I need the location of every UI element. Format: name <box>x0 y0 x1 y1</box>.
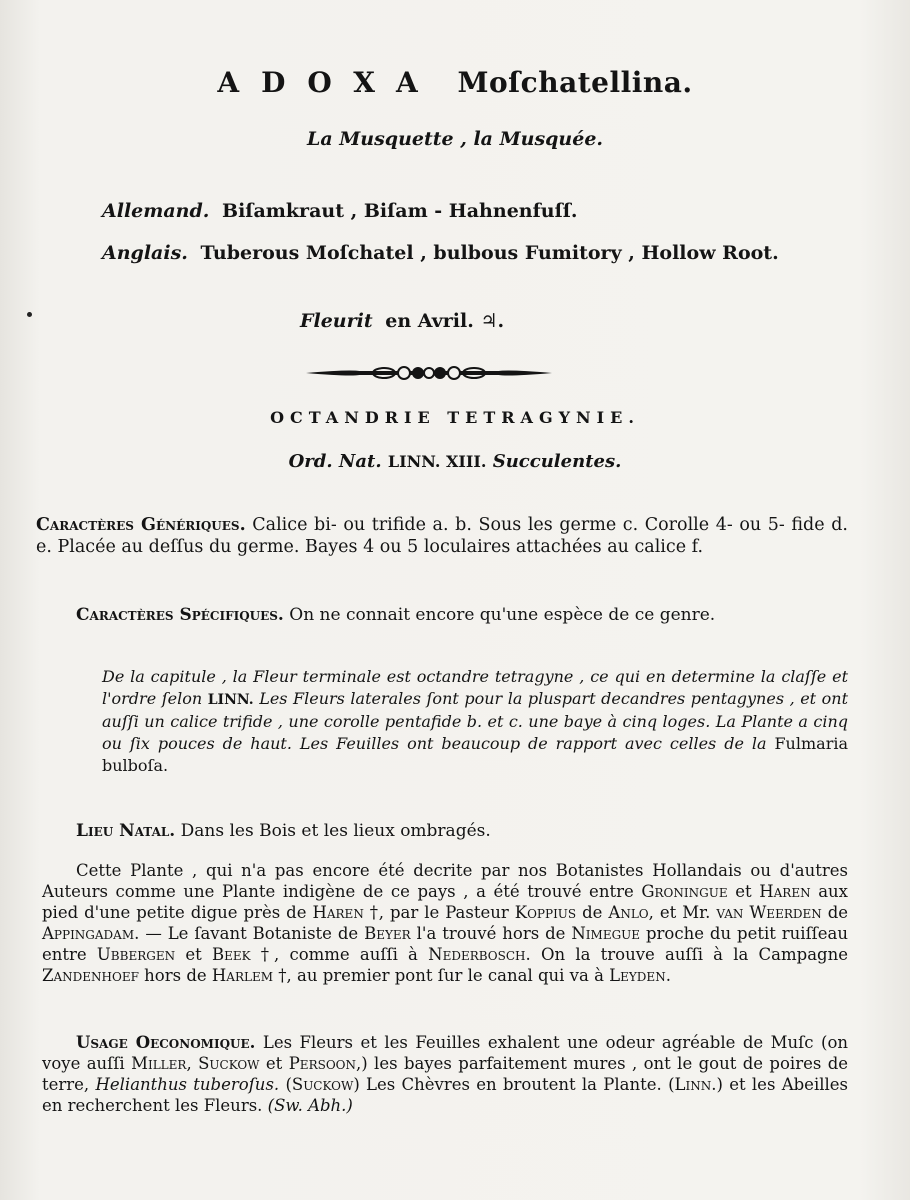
person-name: Beyer <box>364 924 411 943</box>
genus-name: ADOXA <box>217 66 440 99</box>
locality-text: de <box>582 903 603 922</box>
common-names: La Musquette , la Musquée. <box>306 128 604 150</box>
author-name: Linn. <box>674 1075 717 1094</box>
ordnat-linn: LINN. XIII. <box>387 452 487 471</box>
description-species: Fulmaria bulboſa. <box>102 734 848 775</box>
author-name: Suckow <box>291 1075 354 1094</box>
german-label: Allemand. <box>102 200 210 222</box>
locality-paragraph <box>42 860 848 986</box>
usage-text: , <box>186 1054 192 1073</box>
usage-paragraph <box>42 1032 848 1116</box>
place-name: Anlo <box>608 903 649 922</box>
german-name-line <box>102 200 578 222</box>
locality-text: proche du petit ruiſſeau entre <box>42 924 849 964</box>
locality-text: , et Mr. <box>648 903 711 922</box>
locality-text: et <box>735 882 752 901</box>
author-name: Suckow <box>198 1054 260 1073</box>
usage-text: ( <box>285 1075 292 1094</box>
place-name: Nimegue <box>571 924 641 943</box>
habitat-heading: Lieu Natal. <box>76 821 176 841</box>
locality-text: †, par le Pasteur <box>369 903 509 922</box>
generic-characters-text: Calice bi- ou trifide a. b. Sous les germe c. Corolle 4- ou 5- fide d. e. Placée au deſſus du germe. Bayes 4 ou 5 loculaires attachées au calice f. <box>36 515 848 557</box>
english-label: Anglais. <box>102 242 188 264</box>
person-name: Koppius <box>514 903 577 922</box>
place-name: Appingadam. <box>42 924 140 943</box>
english-name-line <box>102 242 779 264</box>
specific-characters-text: On ne connait encore qu'une espèce de ce genre. <box>289 605 716 625</box>
usage-text: ,) les bayes parfaitement mures , ont le gout de poires de terre, <box>42 1054 849 1094</box>
german-text: Biſamkraut , Biſam - Hahnenfuſſ. <box>222 200 578 222</box>
description-paragraph <box>102 666 848 777</box>
generic-characters-heading: Caractères Génériques. <box>36 515 246 535</box>
place-name: Groningue <box>641 882 728 901</box>
place-name: Harlem <box>211 966 274 985</box>
habitat-paragraph <box>76 820 816 842</box>
author-name: Persoon <box>288 1054 356 1073</box>
place-name: Haren <box>759 882 811 901</box>
description-linn: LINN. <box>207 692 254 708</box>
locality-text: — Le ſavant Botaniste de <box>145 924 359 943</box>
species-name: Moſchatellina. <box>457 66 693 99</box>
description-part2: Les Fleurs laterales ſont pour la pluspart decandres pentagynes , et ont auſſi un calice trifide , une corolle pentafide b. et c. une baye à cinq loges. La Plante a cinq ou ſix pouces de haut. Les Feuilles ont beaucoup de rapport avec celles de la <box>102 689 848 753</box>
place-name: Zandenhoef <box>42 966 139 985</box>
ornament-divider <box>304 360 554 386</box>
flowering-line <box>300 310 504 332</box>
ink-speck <box>27 312 32 317</box>
locality-text: †, au premier pont ſur le canal qui va à <box>278 966 604 985</box>
locality-text: de <box>827 903 849 922</box>
ordnat-suffix: Succulentes. <box>492 451 622 472</box>
locality-text: et <box>185 945 202 964</box>
linnaean-class: OCTANDRIE TETRAGYNIE. <box>270 408 640 427</box>
place-name: Ubbergen <box>96 945 176 964</box>
locality-text: Cette Plante , qui n'a pas encore été decrite par nos Botanistes Hollandais ou d'autres Auteurs comme une Plante indigène de ce pays , a été trouvé entre <box>42 861 848 901</box>
place-name: Nederbosch. <box>428 945 531 964</box>
usage-text: Les Fleurs et les Feuilles exhalent une odeur agréable de Muſc (on voye auſſi <box>42 1033 848 1073</box>
place-name: Beek <box>211 945 251 964</box>
specific-characters-heading: Caractères Spécifiques. <box>76 605 284 625</box>
description-part1: De la capitule , la Fleur terminale est octandre tetragyne , ce qui en determine la claſſe et l'ordre ſelon <box>102 667 848 708</box>
usage-heading: Usage Oeconomique. <box>76 1033 256 1052</box>
usage-text: et <box>265 1054 283 1073</box>
natural-order <box>0 451 910 472</box>
locality-text: On la trouve auſſi à la Campagne <box>540 945 849 964</box>
place-name: Haren <box>312 903 364 922</box>
perennial-symbol: ♃. <box>480 310 505 332</box>
locality-text: hors de <box>144 966 207 985</box>
locality-text: †, comme auſſi à <box>260 945 418 964</box>
author-name: Miller <box>131 1054 187 1073</box>
habitat-text: Dans les Bois et les lieux ombragés. <box>180 821 491 841</box>
flowering-label: Fleurit <box>300 310 373 332</box>
english-text: Tuberous Moſchatel , bulbous Fumitory , Hollow Root. <box>200 242 779 264</box>
ordnat-prefix: Ord. Nat. <box>288 451 382 472</box>
species-reference: Helianthus tuberoſus. <box>95 1075 280 1094</box>
locality-text: l'a trouvé hors de <box>416 924 566 943</box>
place-name: Leyden. <box>609 966 671 985</box>
person-name: van Weerden <box>716 903 822 922</box>
usage-text: ) Les Chèvres en broutent la Plante. ( <box>353 1075 675 1094</box>
citation: (Sw. Abh.) <box>267 1096 353 1115</box>
flowering-text: en Avril. <box>385 310 474 332</box>
page-title <box>0 66 910 99</box>
generic-characters-paragraph <box>36 514 848 558</box>
usage-text: ) et les Abeilles en recherchent les Fleurs. <box>42 1075 849 1115</box>
specific-characters-paragraph <box>76 604 816 626</box>
locality-text: aux pied d'une petite digue près de <box>42 882 848 922</box>
